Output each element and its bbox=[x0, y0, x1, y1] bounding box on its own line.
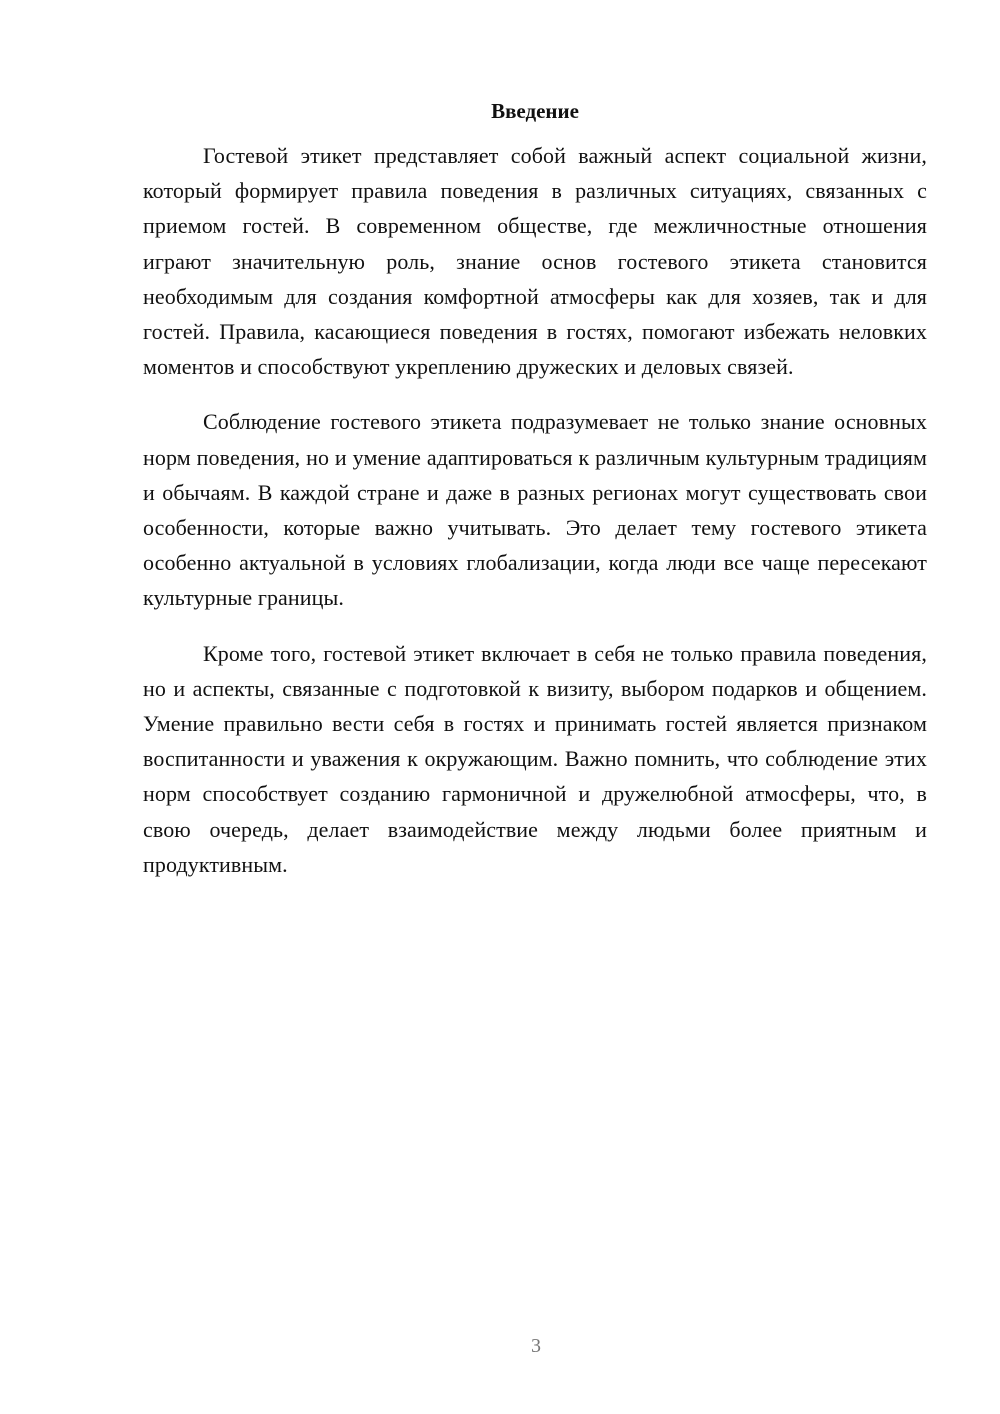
section-title: Введение bbox=[491, 99, 579, 123]
page-number: 3 bbox=[531, 1335, 541, 1357]
paragraph-2: Соблюдение гостевого этикета подразумевает не только знание основных норм поведения, но и умение адаптироваться к различным культурным традициям и обычаям. В каждой стране и даже в разных регионах могут существовать свои особенности, которые важно учитывать. Это делает тему гостевого этикета особенно актуальной в условиях глобализации, когда люди все чаще пересекают культурные границы. bbox=[143, 409, 927, 611]
paragraph-3: Кроме того, гостевой этикет включает в себя не только правила поведения, но и аспекты, связанные с подготовкой к визиту, выбором подарков и общением. Умение правильно вести себя в гостях и принимать гостей является признаком воспитанности и уважения к окружающим. Важно помнить, что соблюдение этих норм способствует созданию гармоничной и дружелюбной атмосферы, что, в свою очередь, делает взаимодействие между людьми более приятным и продуктивным. bbox=[143, 640, 927, 877]
paragraph-1: Гостевой этикет представляет собой важный аспект социальной жизни, который формирует правила поведения в различных ситуациях, связанных с приемом гостей. В современном обществе, где межличностные отношения играют значительную роль, знание основ гостевого этикета становится необходимым для создания комфортной атмосферы как для хозяев, так и для гостей. Правила, касающиеся поведения в гостях, помогают избежать неловких моментов и способствуют укреплению дружеских и деловых связей. bbox=[143, 143, 927, 380]
page-content bbox=[143, 96, 927, 902]
